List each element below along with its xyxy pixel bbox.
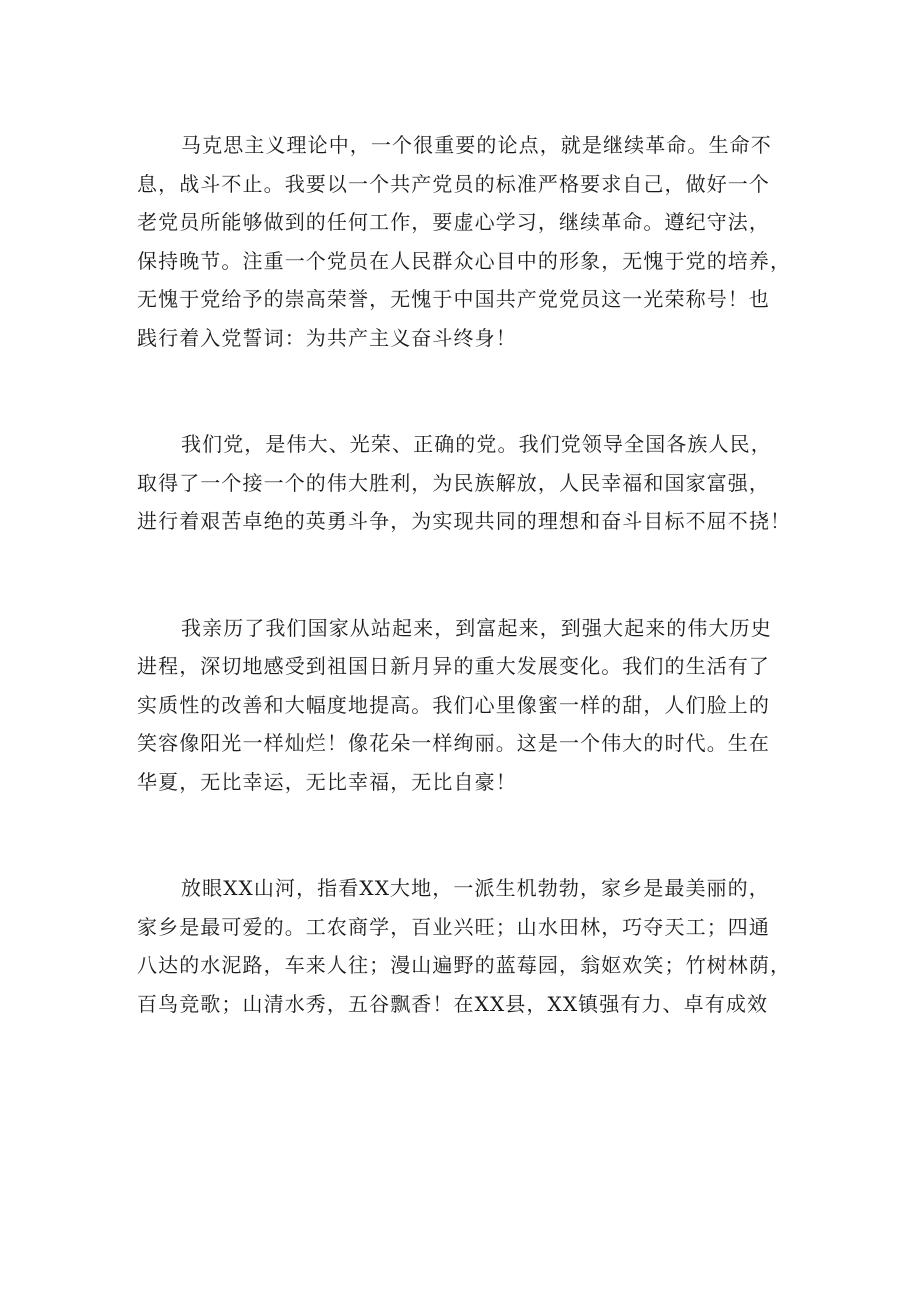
paragraph-4-line-1: 放眼XX山河，指看XX大地，一派生机勃勃，家乡是最美丽的， (181, 876, 770, 900)
paragraph-1-line-5: 无愧于党给予的崇高荣誉，无愧于中国共产党党员这一光荣称号！也 (137, 287, 770, 311)
paragraph-1-line-4: 保持晚节。注重一个党员在人民群众心目中的形象，无愧于党的培养， (137, 248, 792, 273)
paragraph-1 (137, 126, 802, 357)
paragraph-4-line-3: 八达的水泥路，车来人往；漫山遍野的蓝莓园，翁妪欢笑；竹树林荫， (137, 953, 792, 977)
paragraph-2 (137, 425, 802, 541)
paragraph-1-line-3: 老党员所能够做到的任何工作，要虚心学习，继续革命。遵纪守法， (137, 210, 770, 234)
paragraph-2-line-1: 我们党，是伟大、光荣、正确的党。我们党领导全国各族人民， (181, 432, 772, 456)
paragraph-1-line-2: 息，战斗不止。我要以一个共产党员的标准严格要求自己，做好一个 (137, 171, 770, 196)
document-body (137, 126, 802, 1023)
paragraph-3-line-1: 我亲历了我们国家从站起来，到富起来，到强大起来的伟大历史 (181, 615, 772, 640)
paragraph-3 (137, 609, 802, 802)
paragraph-3-line-5: 华夏，无比幸运，无比幸福，无比自豪！ (137, 769, 517, 794)
paragraph-4-line-4: 百鸟竞歌；山清水秀，五谷飘香！在XX县，XX镇强有力、卓有成效 (137, 991, 769, 1016)
paragraph-4 (137, 869, 802, 1023)
paragraph-3-line-4: 笑容像阳光一样灿烂！像花朵一样绚丽。这是一个伟大的时代。生在 (137, 731, 770, 755)
paragraph-4-line-2: 家乡是最可爱的。工农商学，百业兴旺；山水田林，巧夺天工；四通 (137, 914, 770, 939)
paragraph-3-line-3: 实质性的改善和大幅度地提高。我们心里像蜜一样的甜，人们脸上的 (137, 692, 770, 717)
paragraph-1-line-1: 马克思主义理论中，一个很重要的论点，就是继续革命。生命不 (181, 133, 772, 157)
paragraph-3-line-2: 进程，深切地感受到祖国日新月异的重大发展变化。我们的生活有了 (137, 654, 770, 678)
paragraph-2-line-3: 进行着艰苦卓绝的英勇斗争，为实现共同的理想和奋斗目标不屈不挠！ (137, 509, 792, 533)
paragraph-1-line-6: 践行着入党誓词：为共产主义奋斗终身！ (137, 325, 517, 350)
paragraph-2-line-2: 取得了一个接一个的伟大胜利，为民族解放，人民幸福和国家富强， (137, 470, 770, 495)
